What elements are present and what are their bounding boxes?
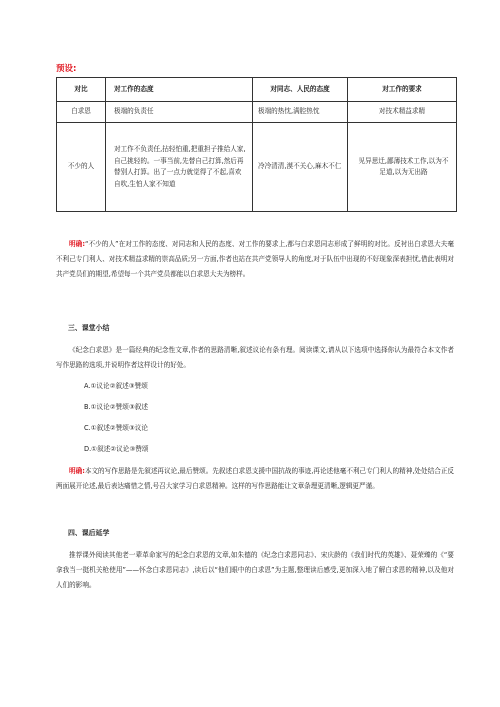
clarify-paragraph-1 [56, 237, 454, 282]
table-header: 对工作的态度 [106, 78, 253, 102]
table-row [57, 102, 457, 123]
table-cell: 冷冷清清,漠不关心,麻木不仁 [253, 123, 348, 212]
table-cell: 极端的负责任 [106, 102, 253, 123]
option-b: B.①议论②赞颂③叙述 [84, 403, 148, 411]
table-header: 对工作的要求 [348, 78, 457, 102]
clarify-label: 明确: [69, 240, 85, 248]
clarify-text: 本文的写作思路是先叙述再议论,最后赞颂。先叙述白求恩支援中国抗战的事迹,再论述他毫不利己专门利人的精神,处处结合正反两面展开论述,最后表达痛惜之情,号召大家学习白求恩精神。这样的写作思路能让文章条理更清晰,逻辑更严谨。 [56, 467, 454, 490]
option-d: D.①叙述②议论③赞颂 [84, 445, 149, 453]
option-c: C.①叙述②赞颂③议论 [84, 424, 148, 432]
table-cell: 对工作不负责任,拈轻怕重,把重担子推给人家,自己挑轻的。一事当前,先替自己打算,然后再替别人打算。出了一点力就觉得了不起,喜欢自吹,生怕人家不知道 [106, 123, 253, 212]
option-a: A.①议论②叙述③赞颂 [84, 382, 148, 390]
table-cell: 极端的热忱,满腔热忱 [253, 102, 348, 123]
section-heading-summary: 三、课堂小结 [68, 324, 110, 332]
table-cell: 白求恩 [57, 102, 106, 123]
clarify-label: 明确: [69, 467, 85, 475]
table-header: 对比 [57, 78, 106, 102]
section-heading-extension: 四、课后延学 [68, 529, 110, 537]
table-cell: 不少的人 [57, 123, 106, 212]
comparison-table [56, 77, 457, 212]
table-header: 对同志、人民的态度 [253, 78, 348, 102]
extension-paragraph: 推荐课外阅读其他老一辈革命家写的纪念白求恩的文章,如朱德的《纪念白求恩同志》、宋庆龄的《我们时代的英雄》、聂荣臻的《“要拿我当一挺机关枪使用”——怀念白求恩同志》,读后以“他们眼中的白求恩”为主题,整理读后感受,更加深入地了解白求恩的精神,以及他对人们的影响。 [56, 551, 454, 589]
clarify-text: “不少的人”在对工作的态度、对同志和人民的态度、对工作的要求上,都与白求恩同志形成了鲜明的对比。反衬出白求恩大夫毫不利己专门利人、对技术精益求精的崇高品质;另一方面,作者也站在共产党领导人的角度,对于队伍中出现的不好现象深表担忧,借此表明对共产党员们的期望,希望每一个共产党员都能以白求恩大夫为榜样。 [56, 240, 454, 278]
table-row [57, 123, 457, 212]
table-cell: 见异思迁,鄙薄技术工作,以为不足道,以为无出路 [348, 123, 457, 212]
table-cell: 对技术精益求精 [348, 102, 457, 123]
preset-label: 预设: [56, 64, 77, 74]
clarify-paragraph-2 [56, 464, 454, 494]
table-header-row [57, 78, 457, 102]
summary-paragraph: 《纪念白求恩》是一篇经典的纪念性文章,作者的思路清晰,叙述议论有条有理。阅读课文,请从以下选项中选择你认为最符合本文作者写作思路的选项,并说明作者这样设计的好处。 [56, 346, 454, 369]
